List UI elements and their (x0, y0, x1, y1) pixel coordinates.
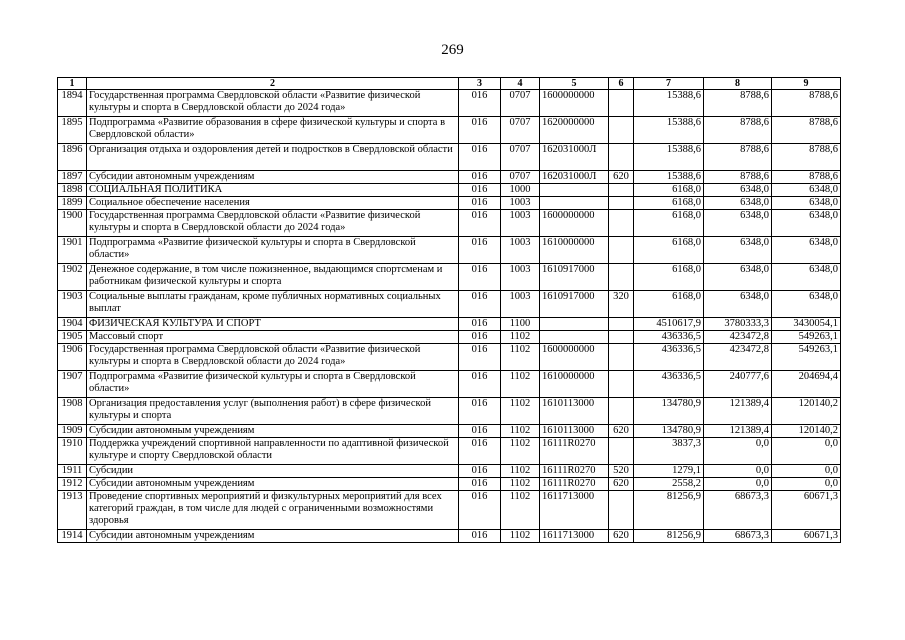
expense-type-cell (609, 438, 634, 465)
amount-year1-cell: 81256,9 (634, 491, 704, 530)
header-cell: 4 (501, 78, 540, 90)
item-name-cell: Организация предоставления услуг (выполнения работ) в сфере физической культуры и спорта (87, 398, 459, 425)
header-cell: 9 (772, 78, 841, 90)
item-name-cell: Государственная программа Свердловской области «Развитие физической культуры и спорта в Свердловской области до 2024 года» (87, 344, 459, 371)
target-article-cell: 16111R0270 (540, 465, 609, 478)
expense-type-cell (609, 144, 634, 171)
expense-type-cell: 620 (609, 530, 634, 543)
budget-table (57, 77, 841, 543)
amount-year1-cell: 6168,0 (634, 210, 704, 237)
target-article-cell: 1610000000 (540, 237, 609, 264)
item-name-cell: Субсидии автономным учреждениям (87, 530, 459, 543)
amount-year1-cell: 6168,0 (634, 264, 704, 291)
amount-year3-cell: 60671,3 (772, 491, 841, 530)
header-cell: 7 (634, 78, 704, 90)
amount-year3-cell: 8788,6 (772, 117, 841, 144)
ministry-code-cell: 016 (459, 291, 501, 318)
row-number-cell: 1895 (58, 117, 87, 144)
table-row (58, 197, 841, 210)
section-code-cell: 1003 (501, 264, 540, 291)
expense-type-cell (609, 371, 634, 398)
item-name-cell: Подпрограмма «Развитие физической культуры и спорта в Свердловской области» (87, 237, 459, 264)
amount-year1-cell: 134780,9 (634, 398, 704, 425)
item-name-cell: Субсидии автономным учреждениям (87, 478, 459, 491)
amount-year2-cell: 0,0 (704, 478, 772, 491)
row-number-cell: 1897 (58, 171, 87, 184)
ministry-code-cell: 016 (459, 210, 501, 237)
amount-year2-cell: 6348,0 (704, 291, 772, 318)
table-row (58, 371, 841, 398)
amount-year1-cell: 3837,3 (634, 438, 704, 465)
amount-year2-cell: 6348,0 (704, 197, 772, 210)
item-name-cell: Государственная программа Свердловской области «Развитие физической культуры и спорта в Свердловской области до 2024 года» (87, 210, 459, 237)
expense-type-cell (609, 331, 634, 344)
ministry-code-cell: 016 (459, 184, 501, 197)
ministry-code-cell: 016 (459, 171, 501, 184)
expense-type-cell: 320 (609, 291, 634, 318)
amount-year3-cell: 0,0 (772, 465, 841, 478)
amount-year3-cell: 549263,1 (772, 331, 841, 344)
ministry-code-cell: 016 (459, 465, 501, 478)
expense-type-cell (609, 90, 634, 117)
amount-year2-cell: 68673,3 (704, 491, 772, 530)
target-article-cell (540, 318, 609, 331)
item-name-cell: Социальные выплаты гражданам, кроме публичных нормативных социальных выплат (87, 291, 459, 318)
table-row (58, 291, 841, 318)
header-cell: 6 (609, 78, 634, 90)
row-number-cell: 1896 (58, 144, 87, 171)
amount-year3-cell: 6348,0 (772, 210, 841, 237)
table-row (58, 478, 841, 491)
amount-year1-cell: 6168,0 (634, 184, 704, 197)
row-number-cell: 1907 (58, 371, 87, 398)
table-row (58, 237, 841, 264)
page-number: 269 (441, 42, 464, 58)
item-name-cell: Субсидии автономным учреждениям (87, 171, 459, 184)
amount-year3-cell: 120140,2 (772, 398, 841, 425)
target-article-cell: 1610113000 (540, 425, 609, 438)
expense-type-cell (609, 237, 634, 264)
header-cell: 5 (540, 78, 609, 90)
section-code-cell: 1102 (501, 478, 540, 491)
section-code-cell: 1100 (501, 318, 540, 331)
target-article-cell: 16111R0270 (540, 438, 609, 465)
amount-year3-cell: 0,0 (772, 438, 841, 465)
amount-year1-cell: 134780,9 (634, 425, 704, 438)
table-row (58, 264, 841, 291)
expense-type-cell: 620 (609, 171, 634, 184)
item-name-cell: ФИЗИЧЕСКАЯ КУЛЬТУРА И СПОРТ (87, 318, 459, 331)
expense-type-cell (609, 184, 634, 197)
row-number-cell: 1902 (58, 264, 87, 291)
amount-year2-cell: 8788,6 (704, 90, 772, 117)
amount-year2-cell: 8788,6 (704, 144, 772, 171)
section-code-cell: 1102 (501, 465, 540, 478)
ministry-code-cell: 016 (459, 425, 501, 438)
table-body (58, 90, 841, 543)
row-number-cell: 1904 (58, 318, 87, 331)
row-number-cell: 1909 (58, 425, 87, 438)
amount-year3-cell: 8788,6 (772, 171, 841, 184)
table-row (58, 184, 841, 197)
row-number-cell: 1901 (58, 237, 87, 264)
ministry-code-cell: 016 (459, 491, 501, 530)
section-code-cell: 0707 (501, 117, 540, 144)
header-cell: 3 (459, 78, 501, 90)
ministry-code-cell: 016 (459, 398, 501, 425)
table-row (58, 398, 841, 425)
item-name-cell: СОЦИАЛЬНАЯ ПОЛИТИКА (87, 184, 459, 197)
expense-type-cell (609, 344, 634, 371)
section-code-cell: 1003 (501, 291, 540, 318)
row-number-cell: 1910 (58, 438, 87, 465)
section-code-cell: 0707 (501, 144, 540, 171)
target-article-cell: 16111R0270 (540, 478, 609, 491)
amount-year1-cell: 6168,0 (634, 197, 704, 210)
amount-year2-cell: 240777,6 (704, 371, 772, 398)
table-row (58, 491, 841, 530)
ministry-code-cell: 016 (459, 90, 501, 117)
amount-year1-cell: 15388,6 (634, 171, 704, 184)
amount-year3-cell: 6348,0 (772, 237, 841, 264)
row-number-cell: 1913 (58, 491, 87, 530)
row-number-cell: 1914 (58, 530, 87, 543)
amount-year3-cell: 3430054,1 (772, 318, 841, 331)
amount-year1-cell: 15388,6 (634, 90, 704, 117)
ministry-code-cell: 016 (459, 530, 501, 543)
item-name-cell: Социальное обеспечение населения (87, 197, 459, 210)
table-row (58, 331, 841, 344)
item-name-cell: Проведение спортивных мероприятий и физкультурных мероприятий для всех категорий граждан, в том числе для людей с ограниченными возможностями здоровья (87, 491, 459, 530)
expense-type-cell (609, 197, 634, 210)
amount-year3-cell: 6348,0 (772, 264, 841, 291)
section-code-cell: 1102 (501, 425, 540, 438)
row-number-cell: 1911 (58, 465, 87, 478)
ministry-code-cell: 016 (459, 331, 501, 344)
section-code-cell: 1102 (501, 331, 540, 344)
target-article-cell (540, 331, 609, 344)
item-name-cell: Поддержка учреждений спортивной направленности по адаптивной физической культуре и спорту Свердловской области (87, 438, 459, 465)
target-article-cell: 1600000000 (540, 90, 609, 117)
target-article-cell: 1611713000 (540, 491, 609, 530)
table-row (58, 144, 841, 171)
target-article-cell (540, 197, 609, 210)
amount-year3-cell: 204694,4 (772, 371, 841, 398)
item-name-cell: Подпрограмма «Развитие образования в сфере физической культуры и спорта в Свердловской области» (87, 117, 459, 144)
ministry-code-cell: 016 (459, 344, 501, 371)
header-row (58, 78, 841, 90)
amount-year2-cell: 68673,3 (704, 530, 772, 543)
amount-year2-cell: 3780333,3 (704, 318, 772, 331)
header-cell: 2 (87, 78, 459, 90)
target-article-cell: 1610917000 (540, 291, 609, 318)
amount-year3-cell: 8788,6 (772, 90, 841, 117)
table-row (58, 530, 841, 543)
target-article-cell: 1610917000 (540, 264, 609, 291)
table-row (58, 171, 841, 184)
target-article-cell: 1610000000 (540, 371, 609, 398)
amount-year2-cell: 423472,8 (704, 331, 772, 344)
section-code-cell: 0707 (501, 90, 540, 117)
amount-year2-cell: 6348,0 (704, 237, 772, 264)
amount-year2-cell: 0,0 (704, 438, 772, 465)
amount-year2-cell: 8788,6 (704, 171, 772, 184)
section-code-cell: 1003 (501, 197, 540, 210)
ministry-code-cell: 016 (459, 144, 501, 171)
section-code-cell: 1102 (501, 491, 540, 530)
section-code-cell: 1003 (501, 237, 540, 264)
ministry-code-cell: 016 (459, 237, 501, 264)
row-number-cell: 1899 (58, 197, 87, 210)
amount-year1-cell: 15388,6 (634, 144, 704, 171)
table-row (58, 438, 841, 465)
expense-type-cell (609, 210, 634, 237)
ministry-code-cell: 016 (459, 478, 501, 491)
item-name-cell: Денежное содержание, в том числе пожизненное, выдающимся спортсменам и работникам физической культуры и спорта (87, 264, 459, 291)
amount-year1-cell: 436336,5 (634, 344, 704, 371)
target-article-cell: 162031000Л (540, 144, 609, 171)
table-row (58, 465, 841, 478)
table-row (58, 344, 841, 371)
amount-year3-cell: 0,0 (772, 478, 841, 491)
amount-year1-cell: 2558,2 (634, 478, 704, 491)
amount-year1-cell: 436336,5 (634, 371, 704, 398)
target-article-cell: 162031000Л (540, 171, 609, 184)
row-number-cell: 1912 (58, 478, 87, 491)
amount-year1-cell: 6168,0 (634, 291, 704, 318)
target-article-cell: 1610113000 (540, 398, 609, 425)
amount-year1-cell: 81256,9 (634, 530, 704, 543)
expense-type-cell: 520 (609, 465, 634, 478)
target-article-cell: 1600000000 (540, 210, 609, 237)
amount-year1-cell: 4510617,9 (634, 318, 704, 331)
amount-year2-cell: 121389,4 (704, 398, 772, 425)
ministry-code-cell: 016 (459, 371, 501, 398)
header-cell: 8 (704, 78, 772, 90)
expense-type-cell (609, 318, 634, 331)
amount-year3-cell: 120140,2 (772, 425, 841, 438)
section-code-cell: 1000 (501, 184, 540, 197)
target-article-cell: 1620000000 (540, 117, 609, 144)
expense-type-cell (609, 117, 634, 144)
table-row (58, 117, 841, 144)
section-code-cell: 1102 (501, 438, 540, 465)
section-code-cell: 1102 (501, 530, 540, 543)
table-row (58, 210, 841, 237)
amount-year2-cell: 423472,8 (704, 344, 772, 371)
section-code-cell: 0707 (501, 171, 540, 184)
amount-year3-cell: 6348,0 (772, 184, 841, 197)
item-name-cell: Подпрограмма «Развитие физической культуры и спорта в Свердловской области» (87, 371, 459, 398)
expense-type-cell (609, 264, 634, 291)
amount-year1-cell: 436336,5 (634, 331, 704, 344)
expense-type-cell: 620 (609, 478, 634, 491)
row-number-cell: 1908 (58, 398, 87, 425)
ministry-code-cell: 016 (459, 438, 501, 465)
amount-year3-cell: 6348,0 (772, 291, 841, 318)
section-code-cell: 1102 (501, 371, 540, 398)
amount-year2-cell: 121389,4 (704, 425, 772, 438)
ministry-code-cell: 016 (459, 117, 501, 144)
item-name-cell: Организация отдыха и оздоровления детей и подростков в Свердловской области (87, 144, 459, 171)
item-name-cell: Массовый спорт (87, 331, 459, 344)
row-number-cell: 1898 (58, 184, 87, 197)
expense-type-cell: 620 (609, 425, 634, 438)
amount-year2-cell: 0,0 (704, 465, 772, 478)
table-row (58, 90, 841, 117)
amount-year2-cell: 6348,0 (704, 264, 772, 291)
amount-year2-cell: 6348,0 (704, 210, 772, 237)
amount-year1-cell: 6168,0 (634, 237, 704, 264)
amount-year3-cell: 8788,6 (772, 144, 841, 171)
target-article-cell (540, 184, 609, 197)
header-cell: 1 (58, 78, 87, 90)
ministry-code-cell: 016 (459, 318, 501, 331)
amount-year2-cell: 6348,0 (704, 184, 772, 197)
expense-type-cell (609, 491, 634, 530)
ministry-code-cell: 016 (459, 197, 501, 210)
ministry-code-cell: 016 (459, 264, 501, 291)
row-number-cell: 1906 (58, 344, 87, 371)
section-code-cell: 1003 (501, 210, 540, 237)
amount-year1-cell: 15388,6 (634, 117, 704, 144)
row-number-cell: 1905 (58, 331, 87, 344)
section-code-cell: 1102 (501, 344, 540, 371)
amount-year3-cell: 6348,0 (772, 197, 841, 210)
table-row (58, 425, 841, 438)
expense-type-cell (609, 398, 634, 425)
target-article-cell: 1600000000 (540, 344, 609, 371)
row-number-cell: 1903 (58, 291, 87, 318)
section-code-cell: 1102 (501, 398, 540, 425)
item-name-cell: Государственная программа Свердловской области «Развитие физической культуры и спорта в Свердловской области до 2024 года» (87, 90, 459, 117)
amount-year2-cell: 8788,6 (704, 117, 772, 144)
row-number-cell: 1894 (58, 90, 87, 117)
table-row (58, 318, 841, 331)
amount-year1-cell: 1279,1 (634, 465, 704, 478)
item-name-cell: Субсидии автономным учреждениям (87, 425, 459, 438)
item-name-cell: Субсидии (87, 465, 459, 478)
amount-year3-cell: 549263,1 (772, 344, 841, 371)
amount-year3-cell: 60671,3 (772, 530, 841, 543)
target-article-cell: 1611713000 (540, 530, 609, 543)
row-number-cell: 1900 (58, 210, 87, 237)
